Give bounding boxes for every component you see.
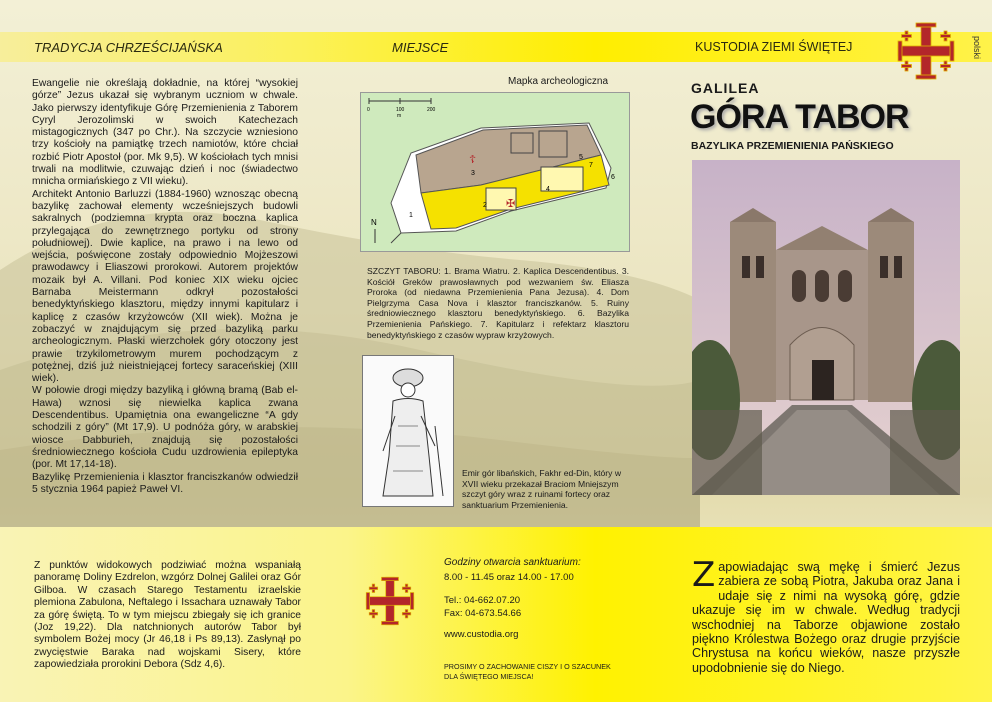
page-subtitle: BAZYLIKA PRZEMIENIENIA PAŃSKIEGO [691,140,894,152]
map-scale-unit: m [397,113,402,119]
map-number: 6 [611,174,615,181]
opening-hours: 8.00 - 11.45 oraz 14.00 - 17.00 [444,572,574,583]
basilica-photo [692,160,960,495]
fax-number: Fax: 04-673.54.66 [444,608,522,619]
history-paragraph: Ewangelie nie określają dokładnie, na której “wysokiej górze” Jezus ukazał się wybranym uczniom w chwale. Jako pierwszy identyfikuje Górę Przemienienia z Taborem Cyryl Jerozolimski w swoich Katechezach mistagogicznych (347 po Chr.). Na szczycie wzniesiono trzy kościoły na pamiątkę trzech namiotów, które chciał rozbić Piotr Apostoł (por. Mk 9,5). W kościołach tych mnisi trwali na modlitwie, czuwając dzień i noc (świadectwo mnicha ormiańskiego z VII wieku). [32,78,298,188]
map-number: 3 [471,170,475,177]
svg-text:N: N [371,218,377,227]
drop-cap: Z [692,555,716,595]
svg-text:✠: ✠ [506,198,516,210]
svg-text:☦: ☦ [469,154,477,166]
map-caption: SZCZYT TABORU: 1. Brama Wiatru. 2. Kaplica Descendentibus. 3. Kościół Greków prawosławnych pod wezwaniem św. Eliasza Proroka (od niedawna Przemienienia Pana Jezusa). 4. Dom Pielgrzyma Casa Nova i klasztor franciszkanów. 5. Ruiny średniowiecznego klasztoru benedyktyńskiego. 6. Bazylika Przemienienia Pańskiego. 7. Kapitularz i refektarz klasztoru benedyktyńskiego z czasów wypraw krzyżowych. [367,266,629,340]
emir-portrait [362,355,454,507]
map-scale-label: 100 [396,107,405,113]
history-paragraph: Bazylikę Przemienienia i klasztor franciszkanów odwiedził 5 stycznia 1964 papież Paweł VI. [32,471,298,495]
map-number: 2 [483,202,487,209]
map-number: 1 [409,212,413,219]
portrait-caption: Emir gór libańskich, Fakhr ed-Din, który w XVII wieku przekazał Braciom Mniejszym szczyt góry wraz z ruinami fortecy oraz sanktuarium Przemienienia. [462,468,622,510]
map-number: 7 [589,162,593,169]
map-number: 5 [579,154,583,161]
page-title: GÓRA TABOR [690,98,909,136]
archaeological-map [360,92,630,252]
map-scale-label: 0 [367,107,370,113]
history-text [32,78,298,496]
region-label: GALILEA [691,80,760,96]
map-scale-label: 200 [427,107,436,113]
history-paragraph: W połowie drogi między bazyliką i główną bramą (Bab el-Hawa) wznosi się niewielka kaplica zwana Descendentibus. Upamiętnia ona ewangeliczne “A gdy schodzili z góry” (Mt 17,9). U podnóża góry, w arabskiej wiosce Dabburieh, znajdują się pozostałości średniowiecznego kościoła Cudu uzdrowienia epileptyka (por. Mt 17,14-18). [32,385,298,471]
quote-text: apowiadając swą mękę i śmierć Jezus zabiera ze sobą Piotra, Jakuba oraz Jana i udaje się z nimi na wysoką górę, gdzie ukazuje się im w chwale. Według tradycji wschodniej na Taborze objawione zostało piękno Królestwa Bożego oraz drugie przyjście Chrystusa na końcu wieków, nasze przyszłe upodobnienie się do Niego. [692,560,960,675]
silence-notice: PROSIMY O ZACHOWANIE CISZY I O SZACUNEK DLA ŚWIĘTEGO MIEJSCA! [444,662,611,681]
jerusalem-cross-icon-small [362,573,418,629]
panorama-text: Z punktów widokowych podziwiać można wspaniałą panoramę Doliny Ezdrelon, wzgórz Dolnej Galilei oraz Gór Gilboa. W czasach Starego Testamentu izraelskie plemiona Zabulona, Neftalego i Issachara uznawały Tabor za górę świętą. To w tym miejscu zbiegały się ich granice (Joz 19,22). Dla natchnionych autorów Tabor był symbolem Bożej mocy (Jr 46,18 i Ps 89,13). Zasłynął po zwycięstwie Baraka nad wojskami Sisery, które zapowiedziała prorokini Debora (Sdz 4,6). [34,560,301,671]
section-header-tradition: TRADYCJA CHRZEŚCIJAŃSKA [34,40,223,55]
map-number: 4 [546,186,550,193]
phone-number: Tel.: 04-662.07.20 [444,595,521,606]
language-tab[interactable]: polski [972,36,982,60]
opening-hours-label: Godziny otwarcia sanktuarium: [444,557,581,568]
section-header-place: MIEJSCE [392,40,449,55]
transfiguration-quote [692,555,960,675]
section-header-custody: KUSTODIA ZIEMI ŚWIĘTEJ [695,40,853,54]
history-paragraph: Architekt Antonio Barluzzi (1884-1960) wznosząc obecną bazylikę zachował elementy wcześniejszych budowli sakralnych (podziemna krypta oraz boczna kaplica przylegająca do zewnętrznego portyku od strony południowej). Dwie kaplice, na prawo i na lewo od wejścia, poświęcone zostały odpowiednio Mojżeszowi prawodawcy i Eliaszowi prorokowi. Autorem projektów mozaik był A. Villani. Pod koniec XIX wieku ojciec Barnaba Meistermann odkrył pozostałości benedyktyńskiego klasztoru, między innymi kapitularz i kaplicę z czasów krzyżowców (XII wiek). Można je zobaczyć w znajdującym się przed bazyliką parku archeologicznym. Płaski wierzchołek góry otoczony jest prawie trzykilometrowym murem pochodzącym z potężnej, dziś już nieistniejącej fortecy saraceńskiej (XIII wiek). [32,188,298,385]
jerusalem-cross-icon [893,19,959,83]
map-title: Mapka archeologiczna [508,76,609,87]
website-link[interactable]: www.custodia.org [444,629,519,640]
